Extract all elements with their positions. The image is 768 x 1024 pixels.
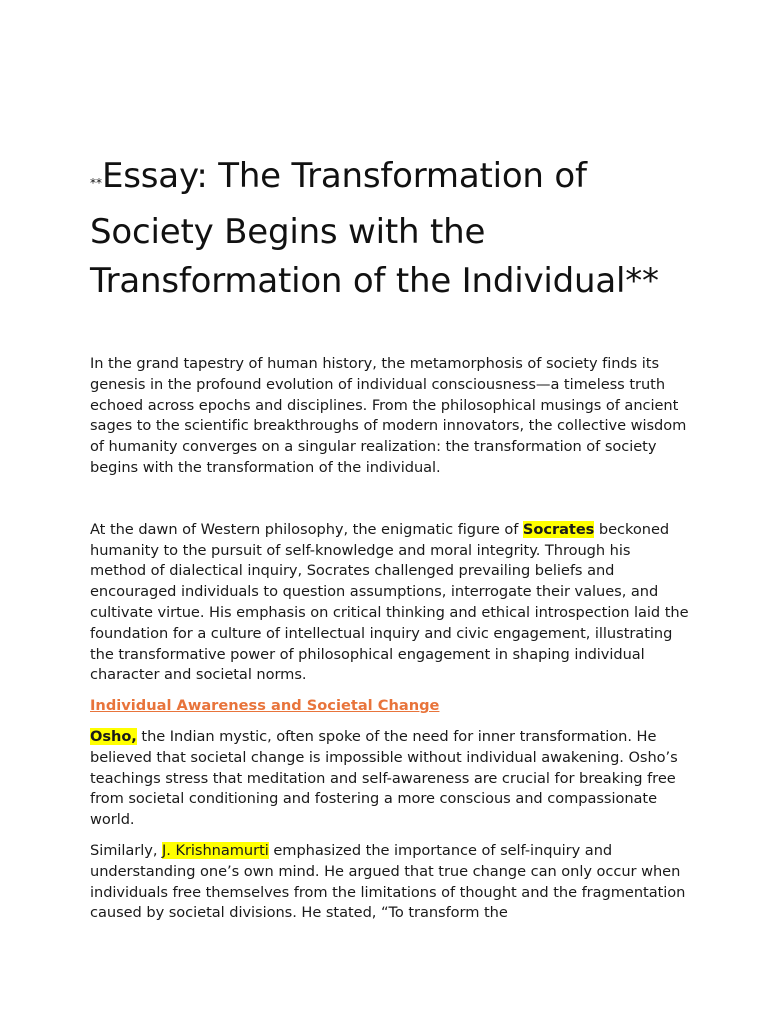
paragraph-intro: In the grand tapestry of human history, the metamorphosis of society finds its genesis in the profound evolution of individual consciousness—a timeless truth echoed across epochs and disciplines. From the philosophical musings of ancient sages to the scientific breakthroughs of modern innovators, the collective wisdom of humanity converges on a singular realization: the transformation of society begins with the transformation of the individual.: [90, 355, 687, 476]
paragraph-krishnamurti-after: emphasized the importance of self-inquiry and understanding one’s own mind. He argued that true change can only occur when individuals free themselves from the limitations of thought and the fragmentation caused by societal divisions. He stated, “To transform the: [90, 841, 686, 922]
paragraph-osho-after: the Indian mystic, often spoke of the need for inner transformation. He believed that societal change is impossible without individual awakening. Osho’s teachings stress that meditation and self-awareness are crucial for breaking free from societal conditioning and fostering a more conscious and compassionate world.: [90, 727, 678, 829]
document-page: [90, 152, 690, 924]
paragraph-socrates-before: At the dawn of Western philosophy, the enigmatic figure of: [90, 520, 523, 538]
highlight-socrates: Socrates: [522, 520, 595, 538]
essay-title: [90, 152, 690, 306]
highlight-osho: Osho,: [90, 727, 137, 745]
highlight-krishnamurti: J. Krishnamurti: [162, 841, 269, 859]
paragraph-krishnamurti-before: Similarly,: [90, 841, 163, 859]
paragraph-socrates-after: beckoned humanity to the pursuit of self-knowledge and moral integrity. Through his method of dialectical inquiry, Socrates challenged prevailing beliefs and encouraged individuals to question assumptions, interrogate their values, and cultivate virtue. His emphasis on critical thinking and ethical introspection laid the foundation for a culture of intellectual inquiry and civic engagement, illustrating the transformative power of philosophical engagement in shaping individual character and societal norms.: [90, 520, 689, 684]
section-heading: Individual Awareness and Societal Change: [90, 697, 440, 715]
paragraph-osho: [90, 727, 690, 831]
title-text: Essay: The Transformation of Society Begins with the Transformation of the Individual**: [90, 156, 659, 301]
paragraph-krishnamurti: [90, 841, 690, 924]
title-prefix-asterisks: **: [90, 176, 102, 190]
paragraph-socrates: [90, 520, 690, 686]
